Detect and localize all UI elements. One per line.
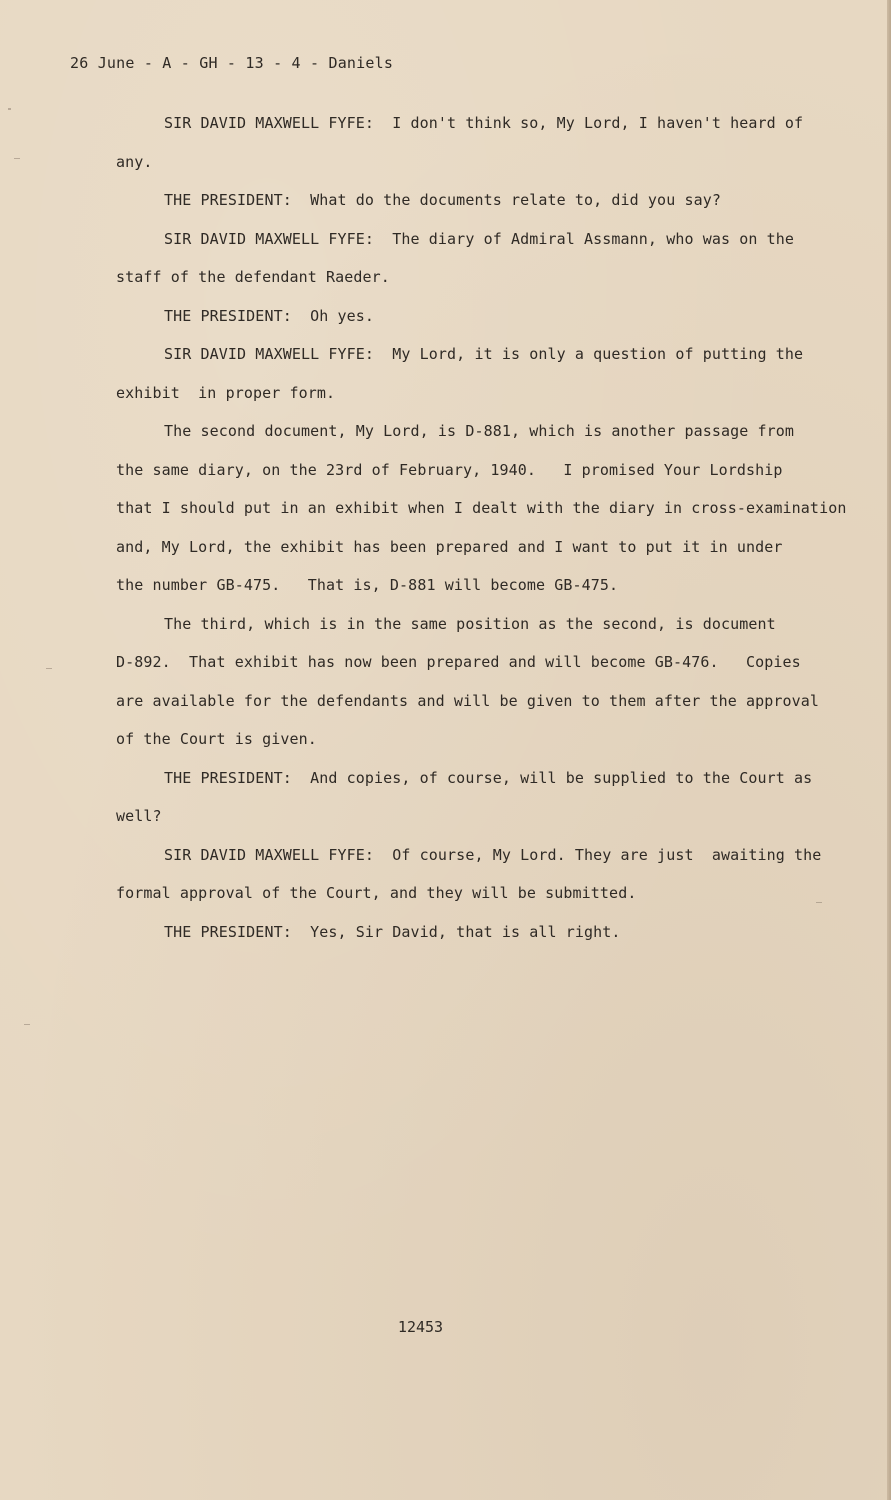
text-line: well? [116, 807, 162, 825]
paragraph [68, 104, 848, 181]
page-header: 26 June - A - GH - 13 - 4 - Daniels [70, 54, 394, 72]
transcript-body [68, 104, 848, 951]
text-line: The second document, My Lord, is D-881, which is another passage from [164, 422, 795, 440]
paragraph [68, 836, 848, 913]
margin-mark [8, 108, 11, 110]
paragraph [68, 913, 848, 952]
text-line: SIR DAVID MAXWELL FYFE: The diary of Admiral Assmann, who was on the [164, 229, 795, 248]
text-line: The third, which is in the same position as the second, is document [164, 614, 776, 633]
page-edge [887, 0, 891, 1500]
paragraph [68, 297, 848, 336]
text-line: THE PRESIDENT: Oh yes. [164, 306, 375, 325]
text-line: THE PRESIDENT: And copies, of course, will be supplied to the Court as [164, 768, 813, 787]
paragraph [68, 220, 848, 297]
paragraph [68, 605, 848, 759]
margin-mark [46, 668, 52, 669]
text-line: that I should put in an exhibit when I dealt with the diary in cross-examination [116, 499, 847, 517]
margin-mark [816, 902, 822, 903]
text-line: formal approval of the Court, and they will be submitted. [116, 884, 637, 902]
text-line: staff of the defendant Raeder. [116, 268, 390, 286]
text-line: SIR DAVID MAXWELL FYFE: My Lord, it is only a question of putting the [164, 345, 804, 363]
paragraph [68, 412, 848, 605]
text-line: are available for the defendants and will be given to them after the approval [116, 691, 820, 710]
text-line: the same diary, on the 23rd of February, 1940. I promised Your Lordship [116, 460, 783, 479]
paragraph [68, 335, 848, 412]
text-line: SIR DAVID MAXWELL FYFE: I don't think so, My Lord, I haven't heard of [164, 114, 804, 132]
text-line: THE PRESIDENT: What do the documents relate to, did you say? [164, 191, 721, 209]
paragraph [68, 759, 848, 836]
paragraph [68, 181, 848, 220]
text-line: any. [116, 152, 153, 171]
margin-mark [14, 158, 20, 159]
text-line: and, My Lord, the exhibit has been prepared and I want to put it in under [116, 537, 783, 556]
text-line: the number GB-475. That is, D-881 will become GB-475. [116, 576, 619, 594]
margin-mark [24, 1024, 30, 1025]
text-line: D-892. That exhibit has now been prepared and will become GB-476. Copies [116, 653, 801, 671]
page-number: 12453 [397, 1318, 444, 1336]
text-line: of the Court is given. [116, 730, 317, 748]
text-line: exhibit in proper form. [116, 383, 336, 402]
text-line: THE PRESIDENT: Yes, Sir David, that is all right. [164, 922, 621, 941]
text-line: SIR DAVID MAXWELL FYFE: Of course, My Lord. They are just awaiting the [164, 845, 822, 864]
